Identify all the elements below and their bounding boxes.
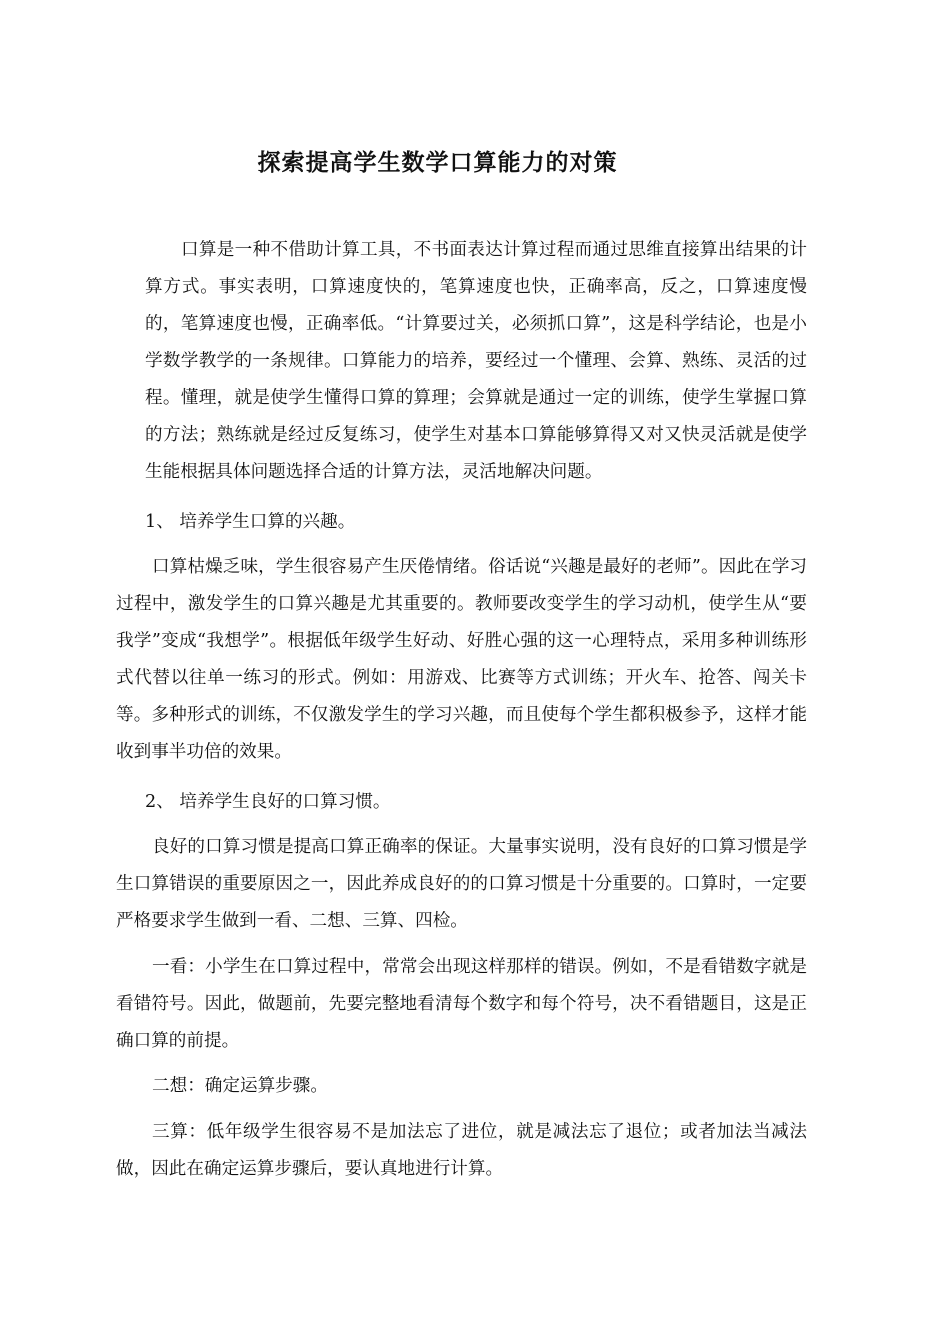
- section-heading-habits: 2、 培养学生良好的口算习惯。: [145, 792, 391, 812]
- intro-paragraph: 口算是一种不借助计算工具，不书面表达计算过程而通过思维直接算出结果的计算方式。事实表明，口算速度快的，笔算速度也快，正确率高，反之，口算速度慢的，笔算速度也慢，正确率低。“计算要过关，必须抓口算”，这是科学结论，也是小学数学教学的一条规律。口算能力的培养，要经过一个懂理、会算、熟练、灵活的过程。懂理，就是使学生懂得口算的算理；会算就是通过一定的训练，使学生掌握口算的方法；熟练就是经过反复练习，使学生对基本口算能够算得又对又快灵活就是使学生能根据具体问题选择合适的计算方法，灵活地解决问题。: [145, 240, 807, 482]
- section-heading-interest: 1、 培养学生口算的兴趣。: [145, 512, 356, 532]
- document-title: 探索提高学生数学口算能力的对策: [257, 150, 618, 176]
- step-paragraph-look: 一看：小学生在口算过程中，常常会出现这样那样的错误。例如，不是看错数字就是看错符号。因此，做题前，先要完整地看清每个数字和每个符号，决不看错题目，这是正确口算的前提。: [116, 957, 807, 1051]
- step-paragraph-calculate: 三算：低年级学生很容易不是加法忘了进位，就是减法忘了退位；或者加法当减法做，因此在确定运算步骤后，要认真地进行计算。: [116, 1122, 807, 1179]
- step-paragraph-think: 二想：确定运算步骤。: [152, 1076, 328, 1096]
- section-paragraph-interest: 口算枯燥乏味，学生很容易产生厌倦情绪。俗话说“兴趣是最好的老师”。因此在学习过程中，激发学生的口算兴趣是尤其重要的。教师要改变学生的学习动机，使学生从“要我学”变成“我想学”。根据低年级学生好动、好胜心强的这一心理特点，采用多种训练形式代替以往单一练习的形式。例如：用游戏、比赛等方式训练；开火车、抢答、闯关卡等。多种形式的训练，不仅激发学生的学习兴趣，而且使每个学生都积极参予，这样才能收到事半功倍的效果。: [116, 557, 807, 762]
- section-paragraph-habits: 良好的口算习惯是提高口算正确率的保证。大量事实说明，没有良好的口算习惯是学生口算错误的重要原因之一，因此养成良好的的口算习惯是十分重要的。口算时，一定要严格要求学生做到一看、二想、三算、四检。: [116, 837, 807, 931]
